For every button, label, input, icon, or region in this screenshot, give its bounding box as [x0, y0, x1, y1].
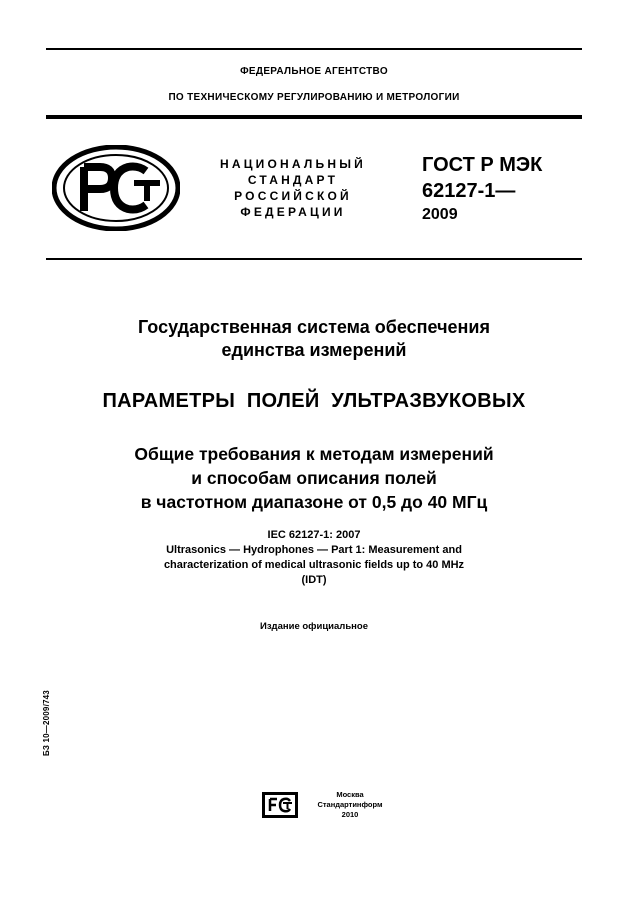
- iec-line-4: (IDT): [301, 574, 327, 586]
- publisher-name: Стандартинформ: [317, 800, 383, 809]
- header-rule: [46, 115, 582, 119]
- edition-label: Издание официальное: [260, 621, 368, 632]
- national-standard-label: [200, 156, 386, 220]
- standard-code-line-2: 62127-1—: [422, 180, 516, 202]
- subtitle-line-3: в частотном диапазоне от 0,5 до 40 МГц: [140, 492, 488, 512]
- standard-code: [422, 152, 582, 224]
- agency-line-1: ФЕДЕРАЛЬНОЕ АГЕНТСТВО: [240, 66, 388, 77]
- publisher-year: 2010: [341, 810, 359, 819]
- publisher-info: [300, 790, 400, 820]
- iec-reference: [46, 528, 582, 588]
- standartinform-logo-icon: [262, 792, 298, 818]
- subtitle: [46, 442, 582, 514]
- publisher-city: Москва: [336, 790, 364, 799]
- national-line-3: РОССИЙСКОЙ: [234, 189, 352, 203]
- national-line-2: СТАНДАРТ: [247, 173, 339, 187]
- subtitle-line-1: Общие требования к методам измерений: [134, 444, 494, 464]
- subtitle-line-2: и способам описания полей: [191, 468, 437, 488]
- iec-line-3: characterization of medical ultrasonic fields up to 40 MHz: [163, 559, 465, 571]
- standard-code-line-1: ГОСТ Р МЭК: [422, 154, 543, 176]
- national-line-4: ФЕДЕРАЦИИ: [240, 205, 346, 219]
- main-title: ПАРАМЕТРЫ ПОЛЕЙ УЛЬТРАЗВУКОВЫХ: [102, 390, 526, 412]
- system-title-line-1: Государственная система обеспечения: [138, 317, 490, 337]
- iec-line-2: Ultrasonics — Hydrophones — Part 1: Measurement and: [166, 544, 462, 556]
- block-rule: [46, 258, 582, 260]
- gost-r-emblem: [52, 145, 180, 231]
- national-line-1: НАЦИОНАЛЬНЫЙ: [219, 157, 367, 171]
- top-rule: [46, 48, 582, 50]
- agency-line-2: ПО ТЕХНИЧЕСКОМУ РЕГУЛИРОВАНИЮ И МЕТРОЛОГИИ: [168, 92, 460, 103]
- side-code: БЗ 10—2009/743: [42, 690, 51, 756]
- system-title-line-2: единства измерений: [221, 340, 407, 360]
- iec-line-1: IEC 62127-1: 2007: [267, 529, 361, 541]
- system-title: [46, 316, 582, 362]
- publisher-logo: [262, 792, 298, 818]
- gost-r-emblem-icon: [52, 145, 180, 231]
- standard-year: 2009: [422, 206, 458, 223]
